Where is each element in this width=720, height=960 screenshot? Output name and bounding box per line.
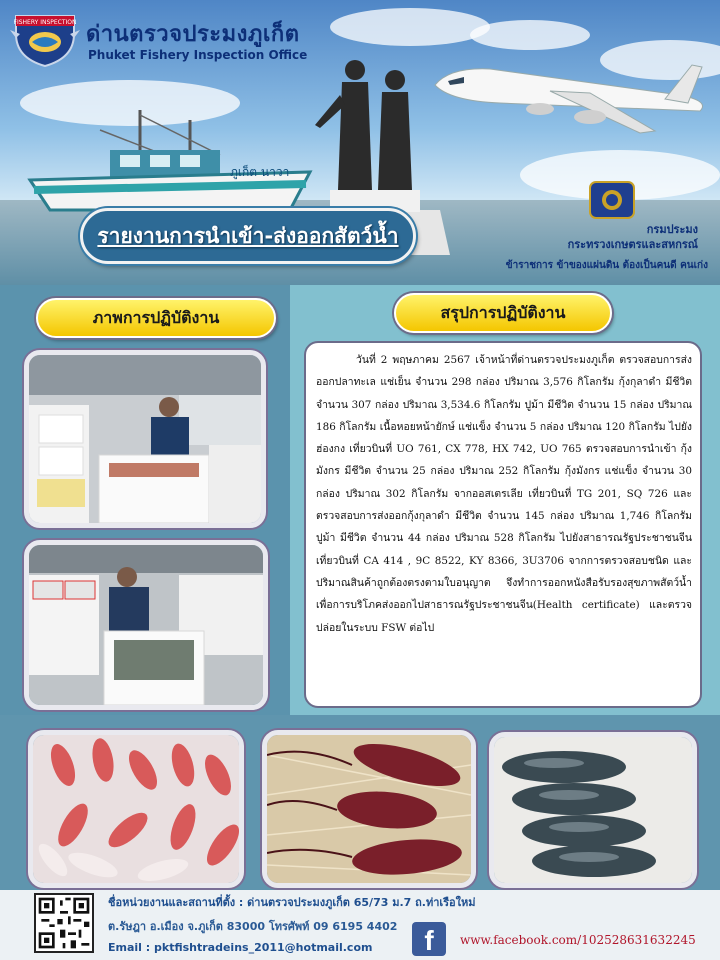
product-photo-frozen-lobster: [489, 732, 697, 888]
department-seal-icon: [586, 180, 638, 220]
section-title-photos: ภาพการปฏิบัติงาน: [36, 298, 276, 338]
product-photo-lobster: [262, 730, 476, 888]
inspection-photo-1: [24, 350, 266, 528]
footer-email[interactable]: Email : pktfishtradeins_2011@hotmail.com: [108, 941, 373, 954]
qr-code-icon[interactable]: [34, 893, 94, 953]
footer-address-line2: ต.รัษฎา อ.เมือง จ.ภูเก็ต 83000 โทรศัพท์ 09 6195 4402: [108, 920, 398, 933]
product-photo-fish: [28, 730, 244, 888]
svg-text:FISHERY INSPECTION: FISHERY INSPECTION: [13, 19, 77, 26]
department-name: กรมประมง กระทรวงเกษตรและสหกรณ์: [567, 223, 698, 251]
facebook-icon[interactable]: f: [412, 922, 446, 956]
summary-text: วันที่ 2 พฤษภาคม 2567 เจ้าหน้าที่ด่านตรวจประมงภูเก็ต ตรวจสอบการส่งออกปลาทะเล แช่เย็น จำนวน 298 กล่อง ปริมาณ 3,576 กิโลกรัม กุ้งกุลาดำ มีชีวิต จำนวน 307 กล่อง ปริมาณ 3,534.6 กิโลกรัม ปูม้า มีชีวิต จำนวน 15 กล่อง ปริมาณ 186 กิโลกรัม เนื้อหอยหน้ายักษ์ แช่แข็ง จำนวน 5 กล่อง ปริมาณ 120 กิโลกรัม ไปยังฮ่องกง เที่ยวบินที่ UO 761, CX 778, HX 742, UO 765 ตรวจสอบการนำเข้า กุ้งมังกร มีชีวิต จำนวน 25 กล่อง ปริมาณ 252 กิโลกรัม กุ้งมังกร แช่แข็ง จำนวน 30 กล่อง ปริมาณ 302 กิโลกรัม จากออสเตรเลีย เที่ยวบินที่ TG 201, SQ 726 และตรวจสอบการส่งออกกุ้งกุลาดำ มีชีวิต จำนวน 145 กล่อง ปริมาณ 1,746 กิโลกรัม ปูม้า มีชีวิต จำนวน 44 กล่อง ปริมาณ 528 กิโลกรัม ไปยังสาธารณรัฐประชาชนจีน เที่ยวบินที่ CA 414 , 9C 8522, KY 8366, 3U3706 จากการตรวจสอบชนิด และปริมาณสินค้าถูกต้องตรงตามใบอนุญาต จึงทำการออกหนังสือรับรองสุขภาพสัตว์น้ำเพื่อการบริโภคส่งออกไปสาธารณรัฐประชาชนจีน(Health certificate) และตรวจปล่อยในระบบ FSW ต่อไป: [304, 341, 702, 708]
department-slogan: ข้าราชการ ข้าของแผ่นดิน ต้องเป็นคนดี คนเก่ง: [505, 260, 708, 271]
report-title: รายงานการนำเข้า-ส่งออกสัตว์น้ำ: [97, 223, 399, 248]
office-title-english: Phuket Fishery Inspection Office: [88, 48, 308, 62]
svg-text:ภูเก็ต นาวา: ภูเก็ต นาวา: [230, 165, 290, 179]
airplane-illustration: [430, 55, 715, 145]
office-title-thai: ด่านตรวจประมงภูเก็ต: [86, 22, 300, 47]
report-title-banner: [80, 208, 416, 264]
inspection-photo-2: [24, 540, 268, 710]
facebook-link[interactable]: www.facebook.com/102528631632245: [460, 933, 696, 947]
fishery-badge-icon: [10, 10, 80, 68]
fishing-boat-illustration: [20, 110, 320, 220]
footer-address-line1: ชื่อหน่วยงานและสถานที่ตั้ง : ด่านตรวจประมงภูเก็ต 65/73 ม.7 ถ.ท่าเรือใหม่: [108, 896, 476, 909]
section-title-summary: สรุปการปฏิบัติงาน: [394, 293, 612, 333]
